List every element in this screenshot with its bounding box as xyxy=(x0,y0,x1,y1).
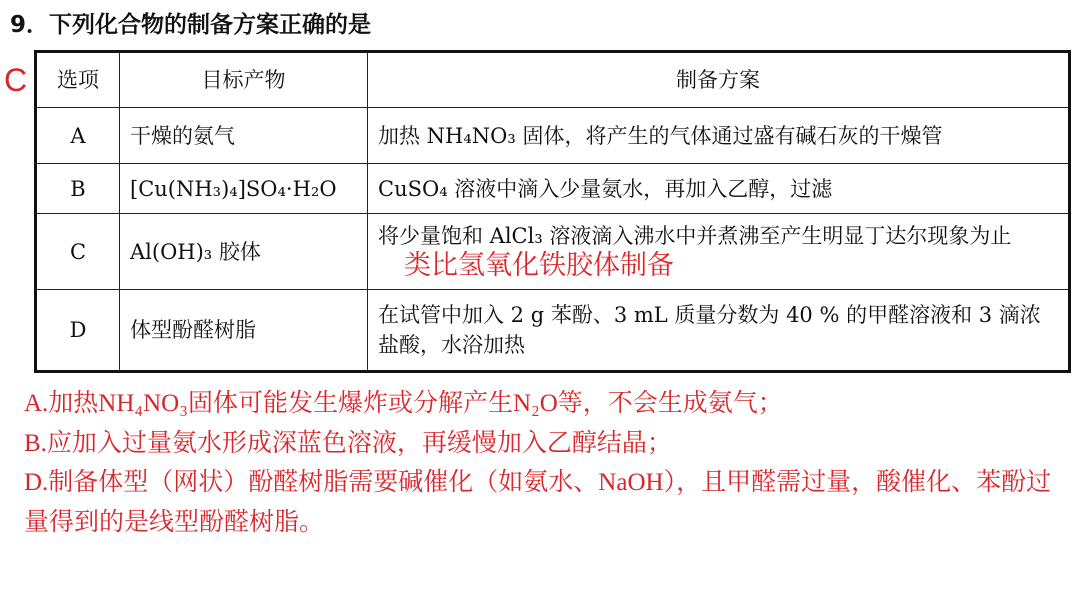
option-label: A xyxy=(36,108,120,164)
table-row xyxy=(36,214,1070,290)
header-plan: 制备方案 xyxy=(368,52,1070,108)
preparation-plan: 加热 NH₄NO₃ 固体，将产生的气体通过盛有碱石灰的干燥管 xyxy=(368,108,1070,164)
explanation-block xyxy=(24,384,1064,542)
target-product: [Cu(NH₃)₄]SO₄·H₂O xyxy=(120,164,368,214)
table-header-row xyxy=(36,52,1070,108)
preparation-plan xyxy=(368,214,1070,290)
annotation-note: 类比氢氧化铁胶体制备 xyxy=(404,250,674,281)
preparation-plan: CuSO₄ 溶液中滴入少量氨水，再加入乙醇，过滤 xyxy=(368,164,1070,214)
option-label: B xyxy=(36,164,120,214)
target-product: 干燥的氨气 xyxy=(120,108,368,164)
question-stem: 9．下列化合物的制备方案正确的是 xyxy=(10,12,372,38)
answer-mark: C xyxy=(4,62,28,98)
target-product: Al(OH)₃ 胶体 xyxy=(120,214,368,290)
table-row xyxy=(36,290,1070,372)
preparation-plan: 在试管中加入 2 g 苯酚、3 mL 质量分数为 40 % 的甲醛溶液和 3 滴浓盐酸，水浴加热 xyxy=(368,290,1070,372)
plan-text: 将少量饱和 AlCl₃ 溶液滴入沸水中并煮沸至产生明显丁达尔现象为止 xyxy=(378,224,1012,248)
header-option: 选项 xyxy=(36,52,120,108)
explanation-b: B.应加入过量氨水形成深蓝色溶液，再缓慢加入乙醇结晶； xyxy=(24,429,672,457)
explanation-a: A.加热NH₄NO₃固体可能发生爆炸或分解产生N₂O等，不会生成氨气； xyxy=(24,390,783,417)
table-row xyxy=(36,164,1070,214)
header-target: 目标产物 xyxy=(120,52,368,108)
target-product: 体型酚醛树脂 xyxy=(120,290,368,372)
option-label: C xyxy=(36,214,120,290)
options-table xyxy=(34,50,1071,373)
table-row xyxy=(36,108,1070,164)
option-label: D xyxy=(36,290,120,372)
explanation-d: D.制备体型（网状）酚醛树脂需要碱催化（如氨水、NaOH），且甲醛需过量，酸催化、苯酚过量得到的是线型酚醛树脂。 xyxy=(24,469,1052,536)
